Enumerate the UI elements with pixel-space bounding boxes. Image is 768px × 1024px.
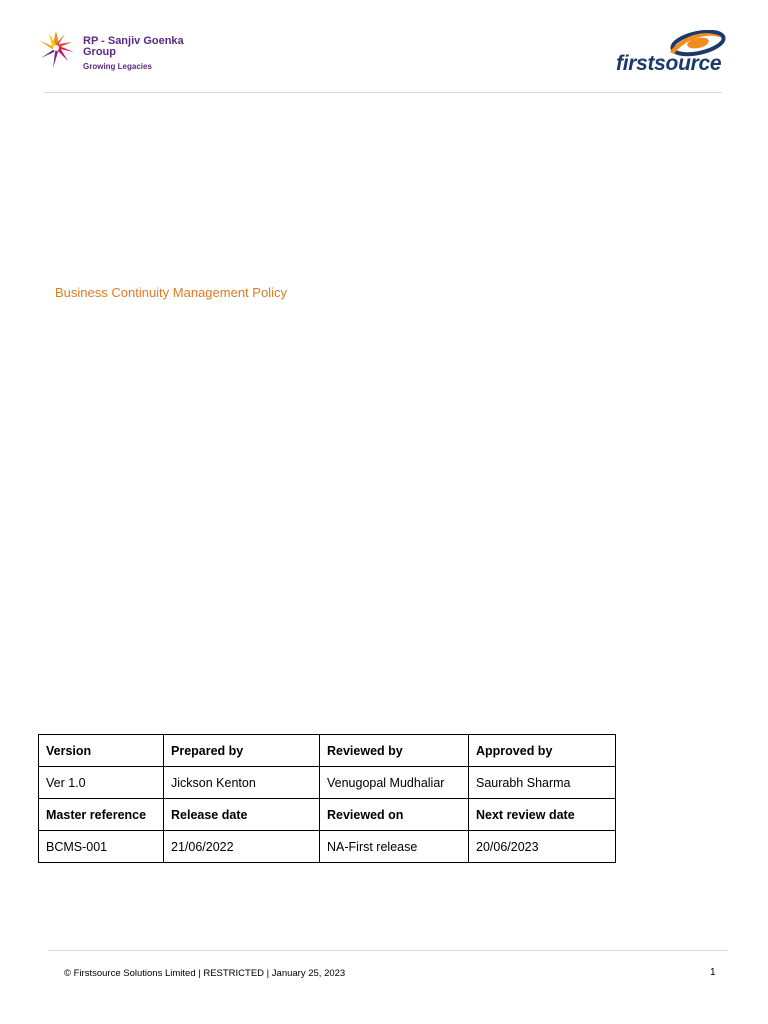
rp-logo-text: [83, 36, 184, 58]
table-header-cell: Version: [39, 735, 164, 767]
table-cell: 20/06/2023: [469, 831, 616, 863]
page-number: 1: [710, 967, 716, 978]
footer-divider: [48, 950, 728, 951]
table-cell: BCMS-001: [39, 831, 164, 863]
firstsource-logo: [612, 30, 732, 80]
document-control-table: [38, 734, 616, 863]
firstsource-wordmark: firstsource: [616, 52, 722, 75]
starburst-logo-icon: [36, 30, 80, 70]
table-cell: NA-First release: [320, 831, 469, 863]
page-header: [0, 0, 768, 96]
table-cell: Ver 1.0: [39, 767, 164, 799]
document-title: Business Continuity Management Policy: [55, 285, 287, 300]
table-header-cell: Release date: [164, 799, 320, 831]
table-row: [39, 767, 616, 799]
table-header-cell: Reviewed on: [320, 799, 469, 831]
rp-logo-line2: Group: [83, 46, 116, 58]
table-row: [39, 831, 616, 863]
table-cell: Venugopal Mudhaliar: [320, 767, 469, 799]
table-header-cell: Reviewed by: [320, 735, 469, 767]
table-cell: 21/06/2022: [164, 831, 320, 863]
rp-logo-tagline: Growing Legacies: [83, 62, 152, 71]
rp-sanjiv-goenka-logo: [36, 30, 196, 76]
table-cell: Saurabh Sharma: [469, 767, 616, 799]
table-row: [39, 735, 616, 767]
table-row: [39, 799, 616, 831]
table-header-cell: Prepared by: [164, 735, 320, 767]
table-cell: Jickson Kenton: [164, 767, 320, 799]
footer-copyright: © Firstsource Solutions Limited | RESTRICTED | January 25, 2023: [64, 968, 346, 979]
table-header-cell: Approved by: [469, 735, 616, 767]
rp-logo-line1: RP - Sanjiv Goenka: [83, 35, 184, 47]
header-divider: [44, 92, 722, 93]
table-header-cell: Next review date: [469, 799, 616, 831]
table-header-cell: Master reference: [39, 799, 164, 831]
